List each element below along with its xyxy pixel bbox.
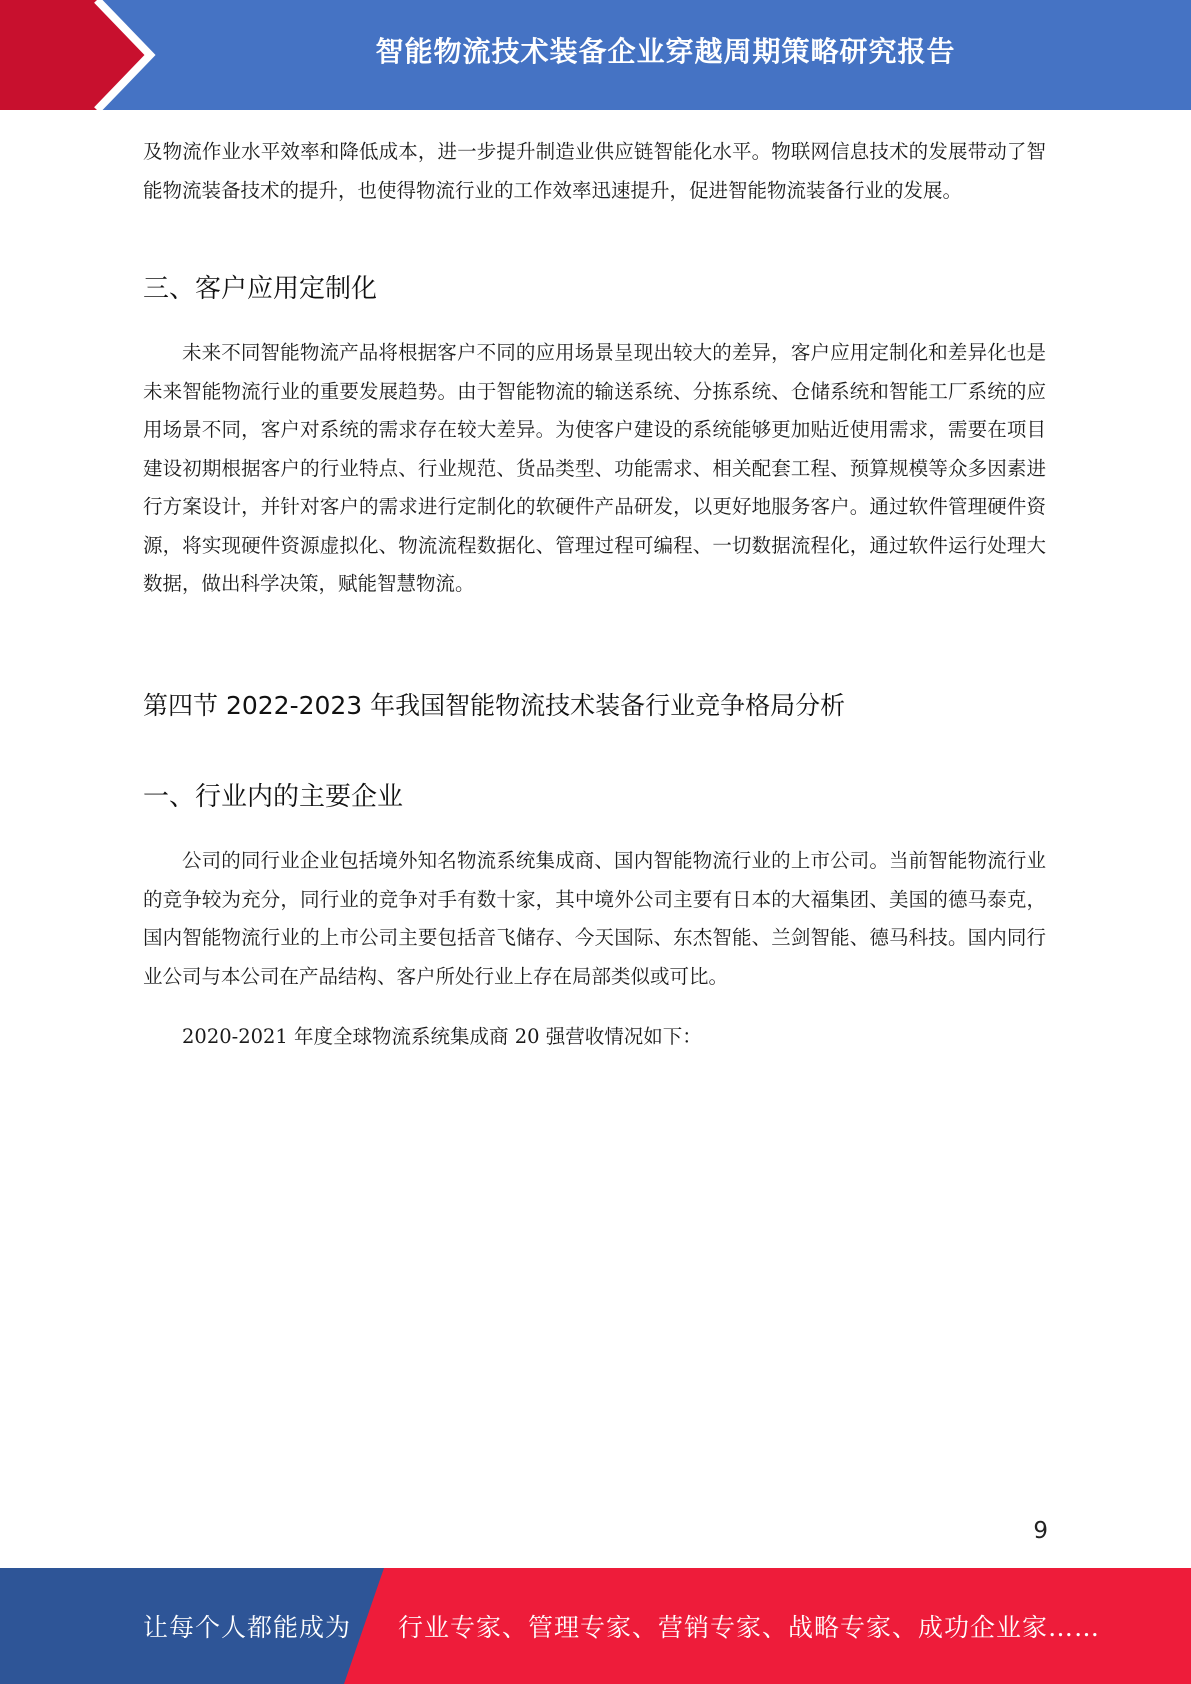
header-chevron-icon (0, 0, 160, 110)
intro-paragraph: 及物流作业水平效率和降低成本，进一步提升制造业供应链智能化水平。物联网信息技术的发展带动了智能物流装备技术的提升，也使得物流行业的工作效率迅速提升，促进智能物流装备行业的发展。 (143, 140, 1046, 202)
section-heading-customization: 三、客户应用定制化 (143, 274, 378, 304)
customization-paragraph: 未来不同智能物流产品将根据客户不同的应用场景呈现出较大的差异，客户应用定制化和差异化也是未来智能物流行业的重要发展趋势。由于智能物流的输送系统、分拣系统、仓储系统和智能工厂系统的应用场景不同，客户对系统的需求存在较大差异。为使客户建设的系统能够更加贴近使用需求，需要在项目建设初期根据客户的行业特点、行业规范、货品类型、功能需求、相关配套工程、预算规模等众多因素进行方案设计，并针对客户的需求进行定制化的软硬件产品研发，以更好地服务客户。通过软件管理硬件资源，将实现硬件资源虚拟化、物流流程数据化、管理过程可编程、一切数据流程化，通过软件运行处理大数据，做出科学决策，赋能智慧物流。 (143, 341, 1046, 595)
page-number: 9 (1033, 1518, 1048, 1544)
chapter-heading-competition: 第四节 2022-2023 年我国智能物流技术装备行业竞争格局分析 (143, 691, 846, 720)
section-heading-major-companies: 一、行业内的主要企业 (143, 782, 404, 812)
footer-slogan-left: 让每个人都能成为 (143, 1613, 352, 1642)
footer-slogan-right: 行业专家、管理专家、营销专家、战略专家、成功企业家…… (398, 1613, 1101, 1642)
major-companies-paragraph: 公司的同行业企业包括境外知名物流系统集成商、国内智能物流行业的上市公司。当前智能物流行业的竞争较为充分，同行业的竞争对手有数十家，其中境外公司主要有日本的大福集团、美国的德马泰克，国内智能物流行业的上市公司主要包括音飞储存、今天国际、东杰智能、兰剑智能、德马科技。国内同行业公司与本公司在产品结构、客户所处行业上存在局部类似或可比。 (143, 849, 1046, 988)
report-title: 智能物流技术装备企业穿越周期策略研究报告 (375, 35, 956, 68)
footer-banner (0, 1568, 1191, 1684)
table-intro-line: 2020-2021 年度全球物流系统集成商 20 强营收情况如下： (182, 1025, 702, 1048)
